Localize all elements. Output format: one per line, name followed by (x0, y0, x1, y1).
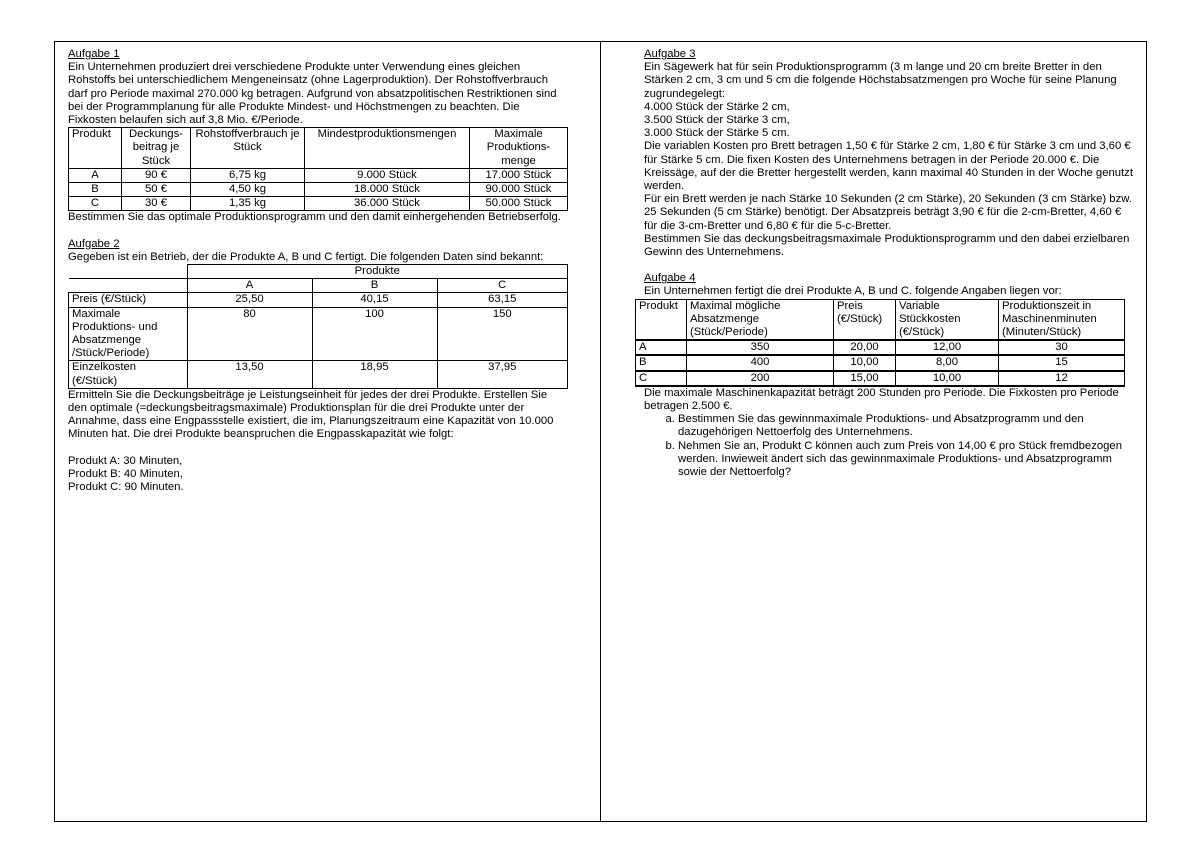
a2-item: Produkt A: 30 Minuten, (68, 454, 183, 467)
a2-col-c: C (437, 279, 568, 293)
left-column (68, 48, 568, 494)
table-cell: 6,75 kg (191, 168, 305, 182)
table-cell: 15 (999, 355, 1125, 370)
table-cell: 90.000 Stück (470, 183, 568, 197)
table-row (69, 361, 568, 388)
column-divider (600, 41, 601, 822)
table-cell: 150 (437, 307, 568, 361)
table-cell: 30 (999, 340, 1125, 355)
a1-intro: Ein Unternehmen produziert drei verschiedene Produkte unter Verwendung eines gleichen Rohstoffs bei unterschiedlichem Mengeneinsatz (ohne Lagerproduktion). Der Rohstoffverbrauch darf pro Periode maximal 270.000 kg betragen. Aufgrund von absatzpolitischen Restriktionen sind bei der Programmplanung für alle Produkte Mindest- und Höchstmengen zu beachten. Die Fixkosten belaufen sich auf 3,8 Mio. €/Periode. (68, 61, 557, 127)
a2-empty-cell (69, 279, 188, 293)
table-cell: 20,00 (834, 340, 896, 355)
a4-th-3: Variable Stückkosten (€/Stück) (896, 299, 999, 340)
a1-th-1: Deckungs-beitrag je Stück (122, 128, 191, 169)
table-row (69, 168, 568, 182)
table-cell: 12,00 (896, 340, 999, 355)
table-cell: 63,15 (437, 293, 568, 307)
table-cell: 12 (999, 371, 1125, 386)
table-cell: 13,50 (187, 361, 312, 388)
a4-table (635, 299, 1125, 387)
table-row (69, 197, 568, 211)
table-cell: B (636, 355, 687, 370)
table-cell: 50 € (122, 183, 191, 197)
table-cell: 200 (687, 371, 834, 386)
table-cell: A (636, 340, 687, 355)
a1-th-3: Mindestproduktionsmengen (305, 128, 470, 169)
table-cell: 25,50 (187, 293, 312, 307)
table-cell: 9.000 Stück (305, 168, 470, 182)
table-cell: C (69, 197, 122, 211)
table-cell: 40,15 (312, 293, 437, 307)
a4-task-item: b. Nehmen Sie an, Produkt C können auch zum Preis von 14,00 € pro Stück fremdbezogen werden. Inwieweit ändert sich das gewinnmaximale Produktions- und Absatzprogramm sowie der Nettoerfolg? (678, 440, 1134, 480)
row-label: Maximale Produktions- und Absatzmenge /Stück/Periode) (69, 307, 188, 361)
table-cell: 36.000 Stück (305, 197, 470, 211)
a2-col-b: B (312, 279, 437, 293)
table-cell: 30 € (122, 197, 191, 211)
a4-note: Die maximale Maschinenkapazität beträgt 200 Stunden pro Periode. Die Fixkosten pro Periode betragen 2.500 €. (644, 386, 1119, 413)
a3-line: 3.500 Stück der Stärke 3 cm, (644, 114, 790, 127)
a3-title: Aufgabe 3 (644, 48, 696, 60)
table-cell: 15,00 (834, 371, 896, 386)
table-cell: 10,00 (896, 371, 999, 386)
table-row (69, 183, 568, 197)
table-cell: 4,50 kg (191, 183, 305, 197)
table-cell: 18,95 (312, 361, 437, 388)
a4-th-1: Maximal mögliche Absatzmenge (Stück/Periode) (687, 299, 834, 340)
a2-intro: Gegeben ist ein Betrieb, der die Produkte A, B und C fertigt. Die folgenden Daten sind bekannt: (68, 250, 544, 263)
a1-th-4: Maximale Produktions-menge (470, 128, 568, 169)
a1-task: Bestimmen Sie das optimale Produktionsprogramm und den damit einhergehenden Betriebserfolg. (68, 211, 561, 224)
table-cell: C (636, 371, 687, 386)
a4-th-2: Preis (€/Stück) (834, 299, 896, 340)
a3-para2: Für ein Brett werden je nach Stärke 10 Sekunden (2 cm Stärke), 20 Sekunden (3 cm Stärke) bzw. 25 Sekunden (5 cm Stärke) benötigt. Der Absatzpreis beträgt 3,90 € für die 2-cm-Bretter, 4,60 € für die 3-cm-Bretter und 6,80 € für die 5-c-Bretter. (644, 193, 1132, 232)
a4-th-0: Produkt (636, 299, 687, 340)
a4-intro: Ein Unternehmen fertigt die drei Produkte A, B und C. folgende Angaben liegen vor: (644, 285, 1062, 298)
a2-item: Produkt B: 40 Minuten, (68, 467, 183, 480)
table-cell: 350 (687, 340, 834, 355)
table-row (69, 307, 568, 361)
a4-task-item: a. Bestimmen Sie das gewinnmaximale Produktions- und Absatzprogramm und den dazugehörigen Nettoerfolg des Unternehmens. (678, 413, 1134, 439)
a2-group-header-row (69, 265, 568, 279)
a2-title: Aufgabe 2 (68, 237, 120, 250)
table-cell: 50.000 Stück (470, 197, 568, 211)
a3-para1: Die variablen Kosten pro Brett betragen 1,50 € für Stärke 2 cm, 1,80 € für Stärke 3 cm und 3,60 € für Stärke 5 cm. Die fixen Kosten des Unternehmens betragen in der Periode 20.000 €. Die Kreissäge, auf der die Bretter hergestellt werden, kann maximal 40 Stunden in der Woche genutzt werden. (644, 140, 1133, 193)
table-cell: 17.000 Stück (470, 168, 568, 182)
table-cell: 10,00 (834, 355, 896, 370)
table-row (636, 371, 1125, 386)
table-cell: 37,95 (437, 361, 568, 388)
table-cell: 90 € (122, 168, 191, 182)
table-cell: 400 (687, 355, 834, 370)
a2-table (68, 264, 568, 389)
a2-empty-cell (69, 265, 188, 279)
table-cell: B (69, 183, 122, 197)
table-cell: 1,35 kg (191, 197, 305, 211)
a3-intro: Ein Sägewerk hat für sein Produktionsprogramm (3 m lange und 20 cm breite Bretter in den Stärken 2 cm, 3 cm und 5 cm die folgende Höchstabsatzmengen pro Woche für seine Planung zugrundegelegt: (644, 61, 1117, 100)
table-row (636, 340, 1125, 355)
table-row (636, 355, 1125, 370)
a2-item: Produkt C: 90 Minuten. (68, 481, 184, 494)
a2-task: Ermitteln Sie die Deckungsbeiträge je Leistungseinheit für jedes der drei Produkte. Erstellen Sie den optimale (=deckungsbeitragsmaximale) Produktionsplan für die drei Produkte unter der Annahme, dass eine Engpassstelle existiert, die im, Planungszeitraum eine Kapazität von 10.000 Minuten hat. Die drei Produkte beanspruchen die Engpasskapazität wie folgt: (68, 388, 554, 441)
table-cell: 100 (312, 307, 437, 361)
table-cell: A (69, 168, 122, 182)
row-label: Preis (€/Stück) (69, 293, 188, 307)
a1-title: Aufgabe 1 (68, 48, 120, 60)
a2-group-header: Produkte (187, 265, 568, 279)
row-label: Einzelkosten (€/Stück) (69, 361, 188, 388)
a1-table-header (69, 128, 568, 169)
a1-table (68, 127, 568, 211)
a4-task-list (644, 413, 1134, 479)
a2-col-a: A (187, 279, 312, 293)
a3-line: 4.000 Stück der Stärke 2 cm, (644, 100, 790, 113)
a4-th-4: Produktionszeit in Maschinenminuten (Minuten/Stück) (999, 299, 1125, 340)
a1-th-2: Rohstoffverbrauch je Stück (191, 128, 305, 169)
table-cell: 80 (187, 307, 312, 361)
table-row (69, 293, 568, 307)
table-cell: 18.000 Stück (305, 183, 470, 197)
right-column (639, 48, 1134, 479)
a1-th-0: Produkt (69, 128, 122, 169)
a3-line: 3.000 Stück der Stärke 5 cm. (644, 127, 790, 140)
table-cell: 8,00 (896, 355, 999, 370)
a2-col-header-row (69, 279, 568, 293)
a3-task: Bestimmen Sie das deckungsbeitragsmaximale Produktionsprogramm und den dabei erzielbaren Gewinn des Unternehmens. (644, 232, 1130, 259)
a4-title: Aufgabe 4 (644, 272, 696, 285)
a4-table-header (636, 299, 1125, 340)
